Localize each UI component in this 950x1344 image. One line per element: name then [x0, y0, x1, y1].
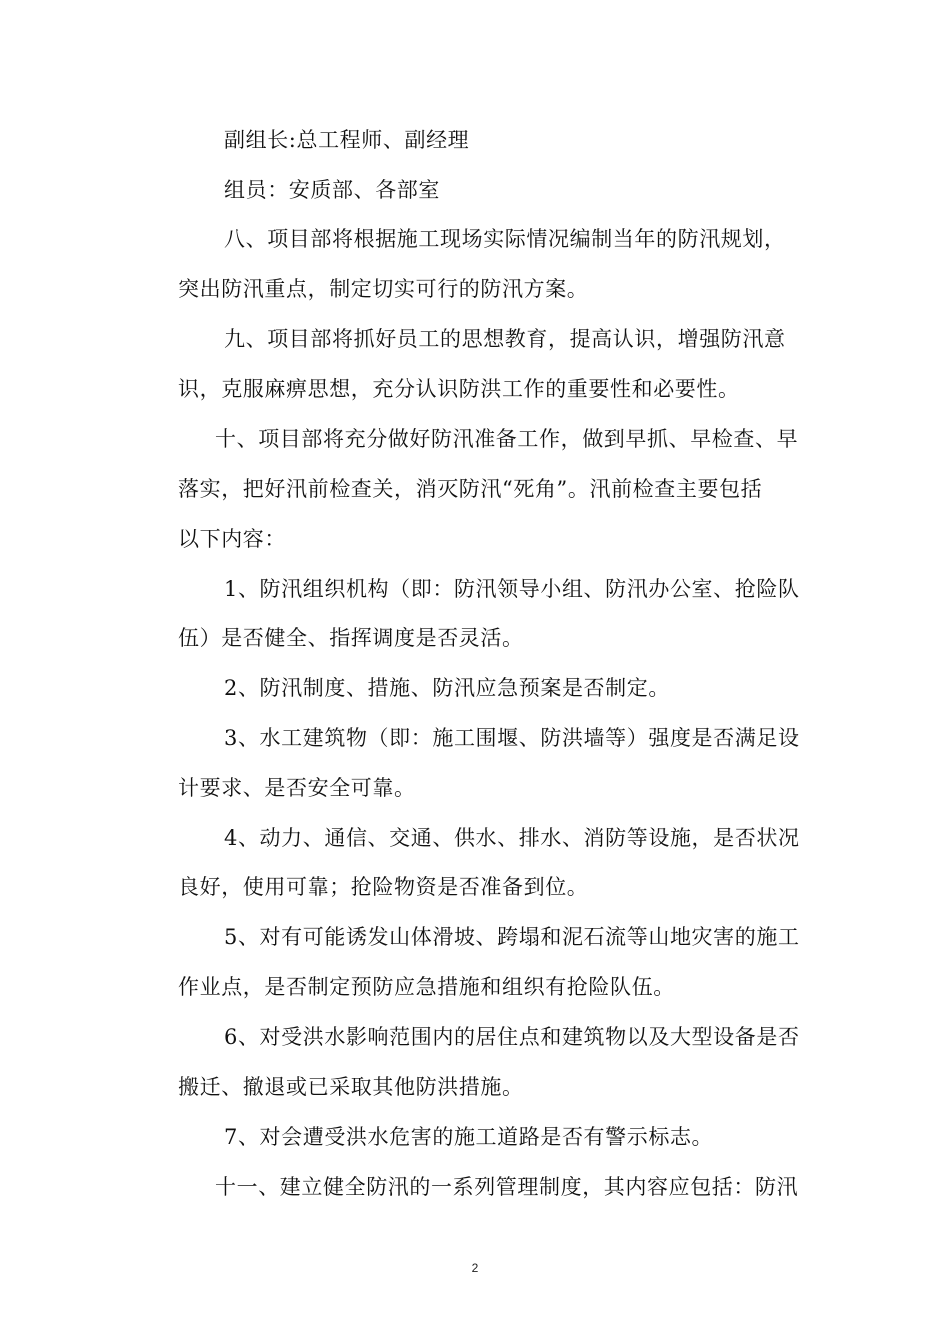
page-number: 2 [471, 1261, 479, 1275]
text-line: 突出防汛重点，制定切实可行的防汛方案。 [178, 277, 589, 301]
text-line: 作业点，是否制定预防应急措施和组织有抢险队伍。 [178, 975, 675, 999]
text-line: 以下内容： [178, 527, 286, 551]
text-line: 识，克服麻痹思想，充分认识防洪工作的重要性和必要性。 [178, 377, 740, 401]
text-line: 副组长:总工程师、副经理 [224, 128, 470, 152]
text-line: 7、对会遭受洪水危害的施工道路是否有警示标志。 [224, 1125, 714, 1149]
text-line: 计要求、是否安全可靠。 [178, 776, 416, 800]
text-line: 6、对受洪水影响范围内的居住点和建筑物以及大型设备是否 [224, 1025, 800, 1049]
text-line: 4、动力、通信、交通、供水、排水、消防等设施，是否状况 [224, 826, 800, 850]
text-line: 组员：安质部、各部室 [224, 178, 440, 202]
text-line: 伍）是否健全、指挥调度是否灵活。 [178, 626, 524, 650]
text-line: 3、水工建筑物（即：施工围堰、防洪墙等）强度是否满足设 [224, 726, 800, 750]
text-line: 十、项目部将充分做好防汛准备工作，做到早抓、早检查、早 [215, 427, 799, 451]
text-line: 搬迁、撤退或已采取其他防洪措施。 [178, 1075, 524, 1099]
text-line: 2、防汛制度、措施、防汛应急预案是否制定。 [224, 676, 670, 700]
text-line: 良好，使用可靠；抢险物资是否准备到位。 [178, 875, 589, 899]
text-line: 十一、建立健全防汛的一系列管理制度，其内容应包括：防汛 [215, 1175, 799, 1199]
text-line: 5、对有可能诱发山体滑坡、跨塌和泥石流等山地灾害的施工 [224, 925, 800, 949]
text-line: 九、项目部将抓好员工的思想教育，提高认识，增强防汛意 [224, 327, 786, 351]
text-line: 1、防汛组织机构（即：防汛领导小组、防汛办公室、抢险队 [224, 577, 800, 601]
text-line: 八、项目部将根据施工现场实际情况编制当年的防汛规划， [224, 227, 786, 251]
text-line: 落实，把好汛前检查关，消灭防汛“死角”。汛前检查主要包括 [178, 477, 763, 501]
